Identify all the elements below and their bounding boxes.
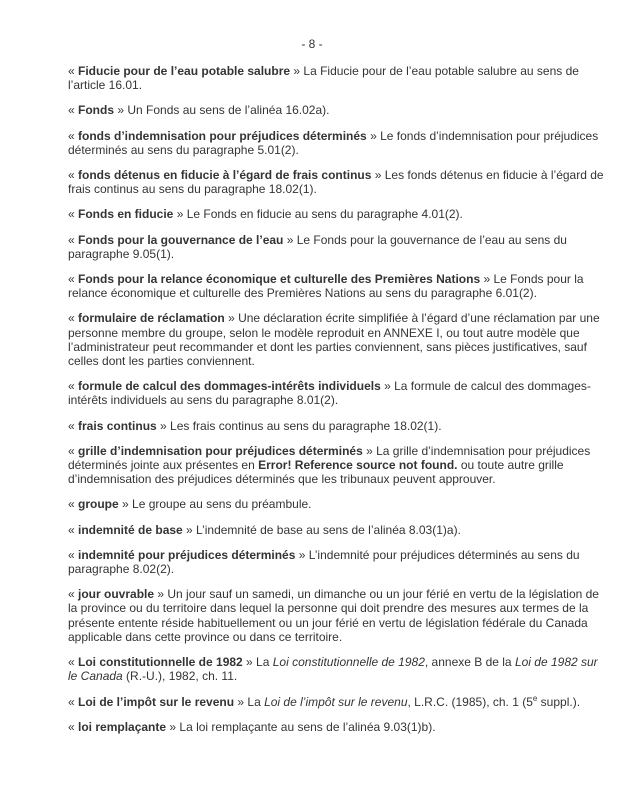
definition-text: » La loi remplaçante au sens de l’alinéa 9.03(1)b).	[166, 719, 436, 734]
definition-term: grille d’indemnisation pour préjudices déterminés	[78, 443, 363, 458]
definition-paragraph	[68, 655, 608, 683]
definition-text: «	[68, 418, 79, 433]
definition-text: , annexe B de la	[424, 655, 515, 670]
definition-text: » L’indemnité de base au sens de l’alinéa 8.03(1)a).	[182, 522, 461, 537]
error-reference-text: Error! Reference source not found.	[258, 458, 458, 473]
definition-text: » L’indemnité pour préjudices déterminés au sens du paragraphe 8.02(2).	[68, 547, 580, 577]
definition-text: «	[68, 522, 79, 537]
definition-term: groupe	[78, 497, 119, 512]
definition-text: » Un jour sauf un samedi, un dimanche ou un jour férié en vertu de la législation de la province ou du territoire dans lequel la personne qui doit prendre des mesures aux termes de la présente entente réside habituellement ou un jour férié en vertu de législation fédérale du Canada applicable dans cette province ou dans ce territoire.	[68, 587, 599, 644]
definition-term: indemnité pour préjudices déterminés	[78, 547, 296, 562]
definition-term: Loi constitutionnelle de 1982	[78, 655, 243, 670]
definition-text: «	[68, 694, 79, 709]
definition-term: formule de calcul des dommages-intérêts individuels	[78, 379, 381, 394]
definition-paragraph	[68, 272, 608, 300]
definition-paragraph	[68, 695, 608, 709]
definition-term: Fiducie pour de l’eau potable salubre	[78, 64, 291, 78]
cited-law-title: Loi de l’impôt sur le revenu	[264, 694, 408, 709]
page-number: - 8 -	[301, 37, 323, 51]
definition-paragraph	[68, 311, 608, 368]
definition-term: Fonds en fiducie	[78, 207, 174, 222]
definition-term: indemnité de base	[78, 522, 183, 537]
ordinal-superscript: e	[532, 693, 538, 703]
definition-paragraph	[68, 419, 608, 433]
definition-text: «	[68, 103, 79, 118]
definition-paragraph	[68, 497, 608, 511]
definition-paragraph	[68, 720, 608, 734]
cited-law-title: Loi constitutionnelle de 1982	[272, 655, 425, 670]
definition-paragraph	[68, 129, 608, 157]
definition-term: loi remplaçante	[78, 719, 167, 734]
definition-term: Fonds pour la gouvernance de l’eau	[78, 232, 284, 247]
definition-text: » La formule de calcul des dommages-intérêts individuels au sens du paragraphe 8.01(2).	[68, 379, 591, 408]
definition-text: «	[68, 379, 79, 394]
definition-paragraph	[68, 379, 608, 407]
definition-term: fonds d’indemnisation pour préjudices déterminés	[78, 128, 367, 143]
definition-text: » Les fonds détenus en fiducie à l’égard de frais continus au sens du paragraphe 18.02(1).	[68, 168, 604, 197]
definition-text: (R.-U.), 1982, ch. 11.	[122, 669, 238, 684]
definition-text: » La	[234, 694, 265, 709]
definition-paragraph	[68, 548, 608, 576]
definition-text: » Le Fonds pour la relance économique et culturelle des Premières Nations au sens du paragraphe 6.01(2).	[68, 272, 584, 301]
definition-text: «	[68, 497, 79, 512]
definition-text: ou toute autre grille d’indemnisation des préjudices déterminés que les tribunaux peuvent approuver.	[68, 458, 564, 487]
definition-text: «	[68, 207, 79, 222]
definition-paragraph	[68, 587, 608, 644]
definition-paragraph	[68, 103, 608, 117]
definition-text: » Les frais continus au sens du paragraphe 18.02(1).	[156, 418, 442, 433]
definition-term: Loi de l’impôt sur le revenu	[78, 694, 235, 709]
definition-text: , L.R.C. (1985), ch. 1 (5	[407, 694, 533, 709]
definition-text: «	[68, 311, 79, 326]
definition-text: » Le Fonds pour la gouvernance de l’eau au sens du paragraphe 9.05(1).	[68, 232, 567, 261]
definition-text: «	[68, 128, 79, 143]
definition-term: formulaire de réclamation	[78, 311, 225, 326]
definition-text: » La Fiducie pour de l’eau potable salubre au sens de l’article 16.01.	[68, 64, 579, 93]
definition-text: «	[68, 272, 79, 287]
definition-text: «	[68, 168, 79, 183]
definition-text: «	[68, 719, 79, 734]
definitions-list	[68, 64, 608, 745]
definition-term: Fonds pour la relance économique et culturelle des Premières Nations	[78, 272, 481, 287]
definition-text: «	[68, 655, 79, 670]
definition-text: «	[68, 232, 79, 247]
definition-text: «	[68, 587, 79, 602]
definition-text: » Une déclaration écrite simplifiée à l’égard d’une réclamation par une personne membre du groupe, selon le modèle reproduit en ANNEXE I, ou tout autre modèle que l’administrateur peut recommander et dont les parties conviennent, sans pièces justificatives, sauf celles dont les parties conviennent.	[68, 311, 600, 369]
definition-text: » La	[242, 655, 273, 670]
definition-term: fonds détenus en fiducie à l’égard de frais continus	[78, 168, 372, 183]
definition-term: frais continus	[78, 418, 157, 433]
definition-text: » La grille d’indemnisation pour préjudices déterminés jointe aux présentes en	[68, 443, 591, 473]
definition-text: «	[68, 64, 79, 78]
definition-paragraph	[68, 233, 608, 261]
definition-term: Fonds	[78, 103, 115, 118]
definition-text: «	[68, 443, 79, 458]
cited-law-title: Loi de 1982 sur le Canada	[68, 655, 598, 684]
definition-text: «	[68, 547, 79, 562]
definition-paragraph	[68, 523, 608, 537]
definition-paragraph	[68, 444, 608, 487]
definition-paragraph	[68, 64, 608, 92]
definition-paragraph	[68, 207, 608, 221]
definition-paragraph	[68, 168, 608, 196]
definition-term: jour ouvrable	[78, 587, 155, 602]
definition-text: » Le fonds d’indemnisation pour préjudices déterminés au sens du paragraphe 5.01(2).	[68, 128, 599, 157]
definition-text: suppl.).	[537, 694, 581, 709]
definition-text: » Le Fonds en fiducie au sens du paragraphe 4.01(2).	[173, 207, 463, 222]
definition-text: » Le groupe au sens du préambule.	[118, 497, 312, 512]
definition-text: » Un Fonds au sens de l’alinéa 16.02a).	[114, 103, 330, 118]
